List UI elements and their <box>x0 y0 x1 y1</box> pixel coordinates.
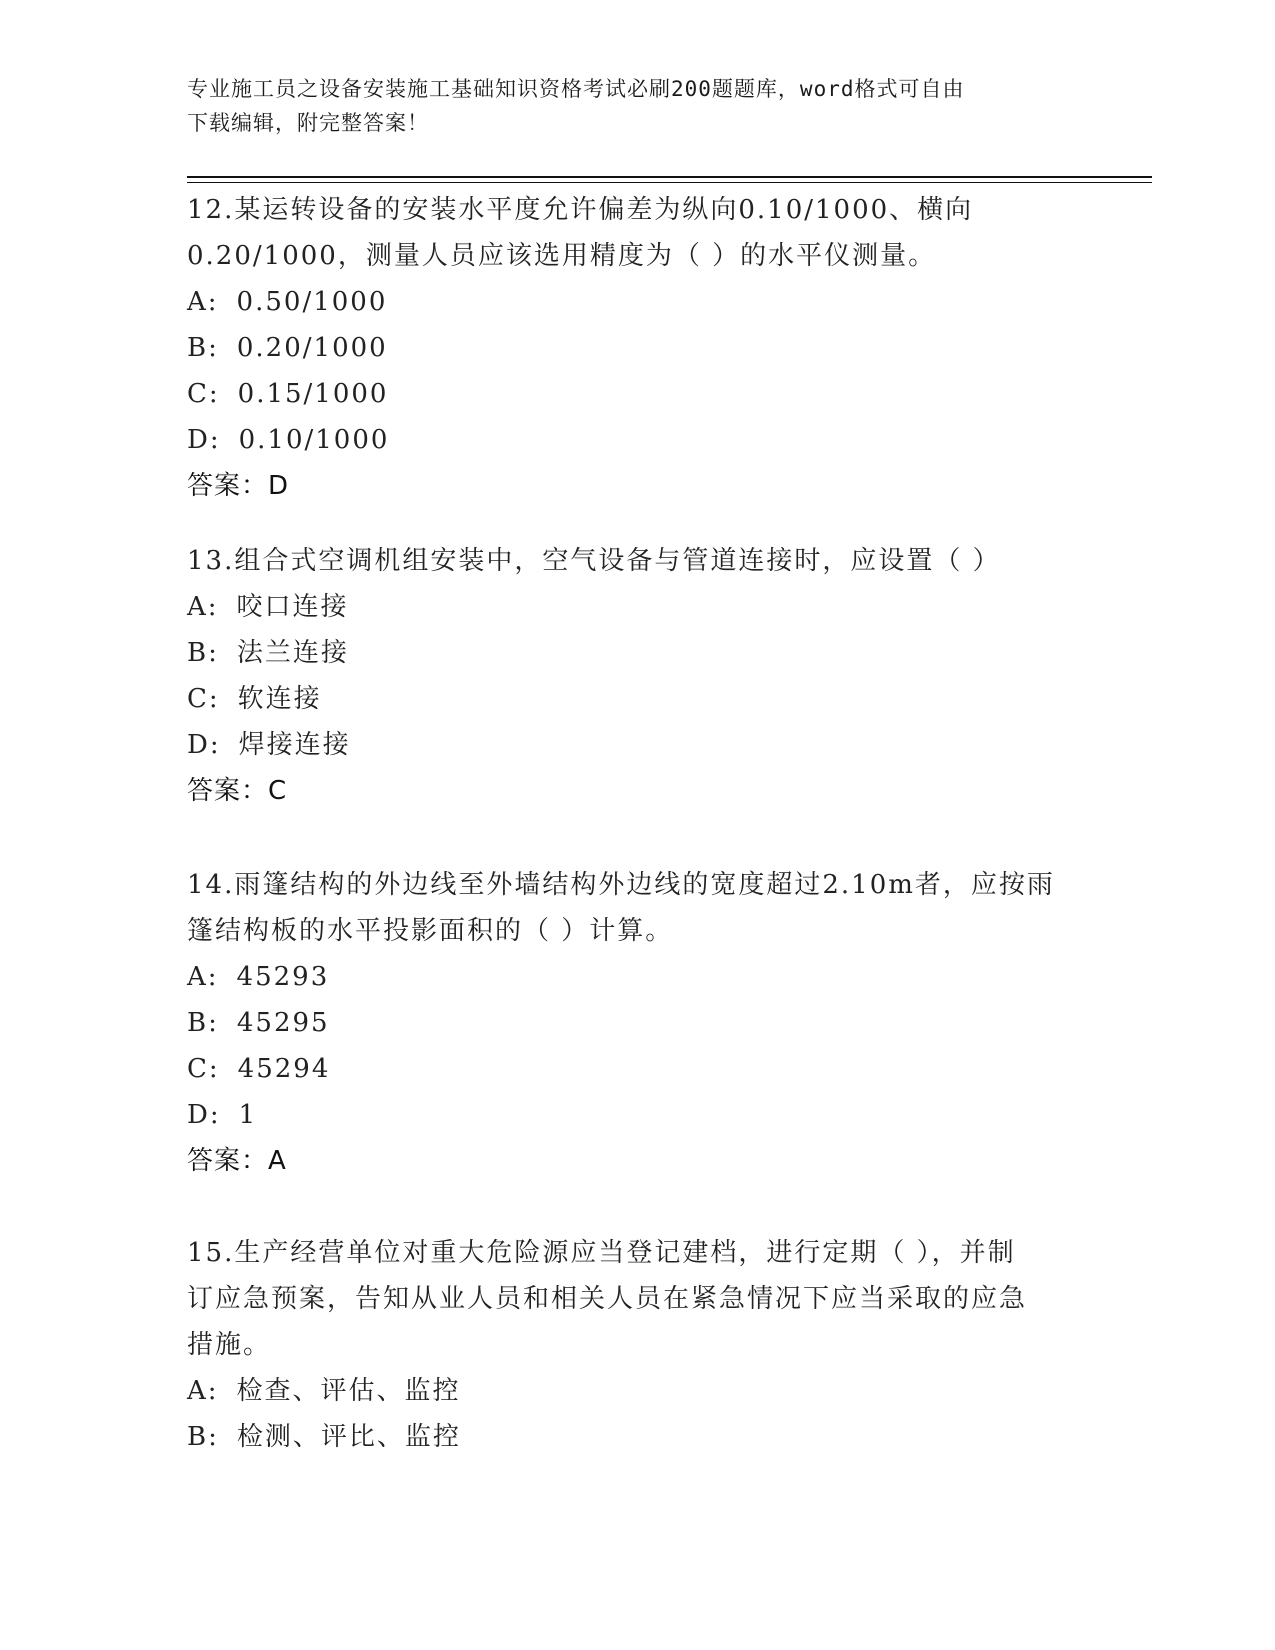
answer-line: 答案：C <box>187 776 288 806</box>
header-title-line-2: 下载编辑，附完整答案！ <box>187 111 429 135</box>
option-text: 1 <box>238 1100 258 1130</box>
option-d <box>187 722 1087 768</box>
answer-line: 答案：A <box>187 1146 287 1176</box>
option-text: 0.50/1000 <box>236 287 388 317</box>
option-b <box>187 325 1087 371</box>
option-letter: A: <box>187 287 219 317</box>
option-b <box>187 1414 1087 1460</box>
option-c <box>187 676 1087 722</box>
question-stem-line: 12.某运转设备的安装水平度允许偏差为纵向0.10/1000、横向 <box>187 195 974 225</box>
question-stem-line: 0.20/1000，测量人员应该选用精度为（ ）的水平仪测量。 <box>187 241 937 271</box>
header-divider-thin <box>187 182 1152 183</box>
option-d <box>187 1092 1087 1138</box>
header-divider-thick <box>187 176 1152 178</box>
header-title-line-1: 专业施工员之设备安装施工基础知识资格考试必刷200题题库，word格式可自由 <box>187 77 965 101</box>
option-text: 45294 <box>237 1054 331 1084</box>
option-letter: B: <box>187 638 219 668</box>
question-stem-line: 订应急预案，告知从业人员和相关人员在紧急情况下应当采取的应急 <box>187 1284 1028 1314</box>
option-b <box>187 1000 1087 1046</box>
option-letter: D: <box>187 730 221 760</box>
option-text: 焊接连接 <box>238 730 351 760</box>
option-letter: D: <box>187 425 221 455</box>
option-a <box>187 1368 1087 1414</box>
option-b <box>187 630 1087 676</box>
option-text: 45295 <box>236 1008 330 1038</box>
option-letter: A: <box>187 1376 219 1406</box>
option-a <box>187 954 1087 1000</box>
question-13 <box>187 538 1087 814</box>
option-text: 软连接 <box>237 684 322 714</box>
question-12 <box>187 187 1087 509</box>
option-a <box>187 584 1087 630</box>
option-text: 法兰连接 <box>236 638 349 668</box>
option-text: 检查、评估、监控 <box>236 1376 461 1406</box>
option-letter: A: <box>187 592 219 622</box>
option-letter: B: <box>187 1008 219 1038</box>
option-text: 检测、评比、监控 <box>236 1422 461 1452</box>
option-letter: C: <box>187 684 220 714</box>
question-stem-line: 14.雨篷结构的外边线至外墙结构外边线的宽度超过2.10m者，应按雨 <box>187 870 1055 900</box>
option-d <box>187 417 1087 463</box>
document-header <box>187 72 1067 140</box>
option-letter: A: <box>187 962 219 992</box>
question-stem-line: 13.组合式空调机组安装中，空气设备与管道连接时，应设置（ ） <box>187 546 1001 576</box>
option-text: 0.15/1000 <box>237 379 389 409</box>
option-text: 0.10/1000 <box>238 425 390 455</box>
option-text: 0.20/1000 <box>236 333 388 363</box>
option-letter: D: <box>187 1100 221 1130</box>
option-letter: B: <box>187 1422 219 1452</box>
option-text: 咬口连接 <box>236 592 349 622</box>
question-15 <box>187 1230 1087 1460</box>
question-stem-line: 篷结构板的水平投影面积的（ ）计算。 <box>187 916 674 946</box>
question-14 <box>187 862 1087 1184</box>
option-text: 45293 <box>236 962 330 992</box>
option-letter: C: <box>187 1054 220 1084</box>
option-a <box>187 279 1087 325</box>
option-c <box>187 371 1087 417</box>
option-c <box>187 1046 1087 1092</box>
answer-line: 答案：D <box>187 471 290 501</box>
option-letter: B: <box>187 333 219 363</box>
option-letter: C: <box>187 379 220 409</box>
question-stem-line: 15.生产经营单位对重大危险源应当登记建档，进行定期（ ），并制 <box>187 1238 1016 1268</box>
question-stem-line: 措施。 <box>187 1330 272 1360</box>
